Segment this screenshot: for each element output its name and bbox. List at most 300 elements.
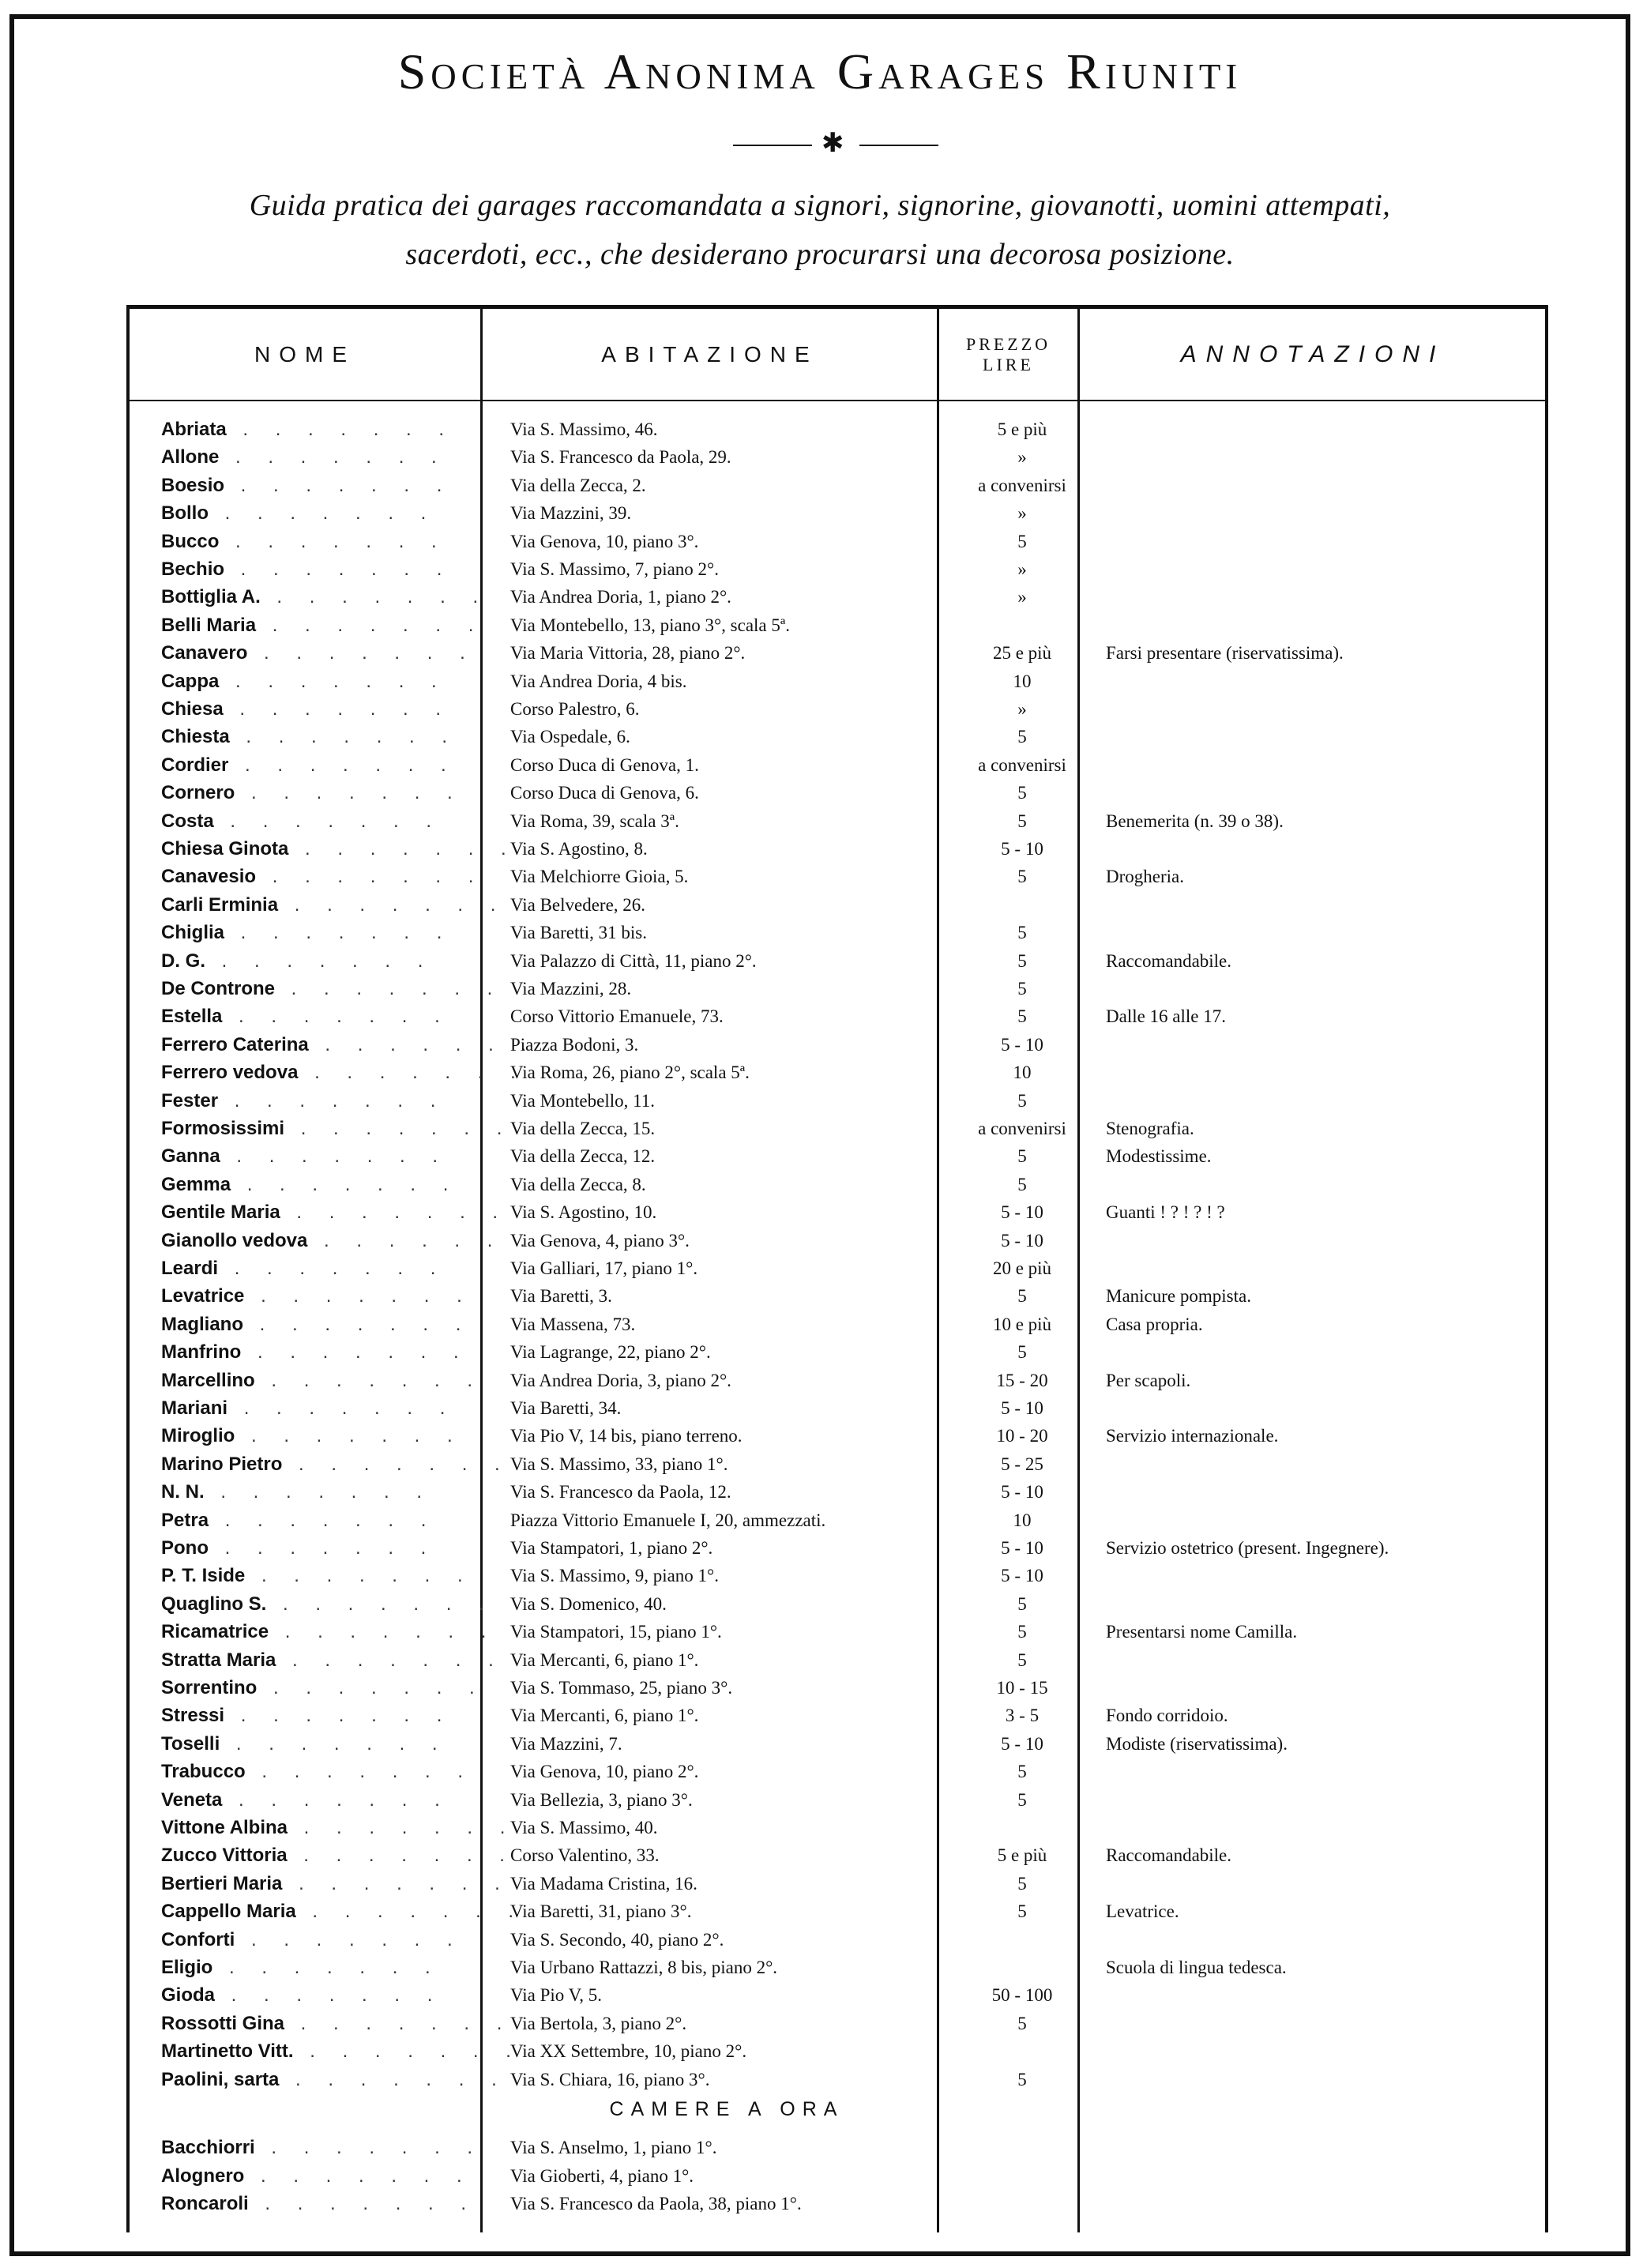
- star-icon: ✱: [822, 127, 844, 159]
- row-address: Via Belvedere, 26.: [510, 894, 646, 915]
- row-address: Via Roma, 39, scala 3ª.: [510, 811, 679, 831]
- dot-leader: . . . . . . .: [282, 1453, 511, 1475]
- row-name-text: Chiesa Ginota: [161, 838, 289, 859]
- header-prezzo: [939, 309, 1077, 400]
- row-address: Via Mercanti, 6, piano 1°.: [510, 1706, 699, 1726]
- dot-leader: . . . . . . .: [245, 1565, 474, 1587]
- row-address: Via S. Tommaso, 25, piano 3°.: [510, 1678, 733, 1698]
- row-price: 10: [1013, 1510, 1032, 1530]
- row-name: [161, 695, 461, 723]
- row-address: Via Mazzini, 28.: [510, 979, 632, 999]
- dot-leader: . . . . . . .: [218, 1089, 447, 1111]
- row-address: Via S. Secondo, 40, piano 2°.: [510, 1929, 724, 1950]
- table-row: [130, 1394, 1545, 1422]
- row-name: [161, 1478, 461, 1506]
- row-name: [161, 1282, 473, 1310]
- table-row: [130, 1338, 1545, 1366]
- dot-leader: . . . . . . .: [223, 698, 453, 720]
- table-row: [130, 1142, 1545, 1170]
- table-row: [130, 695, 1545, 723]
- row-name: [161, 1814, 517, 1841]
- dot-leader: . . . . . . .: [227, 1397, 457, 1419]
- row-note: Scuola di lingua tedesca.: [1106, 1958, 1287, 1977]
- row-name: [161, 1926, 464, 1954]
- dot-leader: . . . . . . .: [293, 2040, 522, 2063]
- table-row: [130, 1870, 1545, 1898]
- row-address: Piazza Vittorio Emanuele I, 20, ammezzati.: [510, 1510, 826, 1530]
- dot-leader: . . . . . . .: [254, 2137, 484, 2159]
- row-note: Modiste (riservatissima).: [1106, 1733, 1288, 1754]
- row-address: Via S. Massimo, 33, piano 1°.: [510, 1454, 728, 1474]
- row-address: Corso Vittorio Emanuele, 73.: [510, 1006, 724, 1027]
- row-name-text: Martinetto Vitt.: [161, 2040, 294, 2063]
- table-row: [130, 1954, 1545, 1981]
- row-price: 5: [1017, 1649, 1027, 1670]
- row-note: Farsi presentare (riservatissima).: [1106, 643, 1344, 664]
- row-name-text: Chiglia: [161, 922, 225, 944]
- row-address: Via Massena, 73.: [510, 1314, 636, 1334]
- dot-leader: . . . . . . .: [209, 502, 438, 525]
- row-name: [161, 891, 507, 919]
- row-price: 10: [1013, 1063, 1032, 1083]
- row-name-text: Paolini, sarta: [161, 2068, 280, 2090]
- header-annotazioni: ANNOTAZIONI: [1180, 340, 1446, 367]
- dot-leader: . . . . . . .: [298, 1062, 527, 1084]
- row-price: 5 - 10: [1001, 1034, 1043, 1055]
- dot-leader: . . . . . . .: [218, 1258, 447, 1279]
- row-price: 25 e più: [992, 643, 1052, 664]
- dot-leader: . . . . . . .: [269, 1621, 498, 1643]
- dot-leader: . . . . . . .: [279, 2068, 508, 2090]
- row-note: Raccomandabile.: [1106, 1845, 1232, 1866]
- table-row: [130, 1367, 1545, 1394]
- row-name: [161, 1702, 461, 1729]
- row-price: »: [1017, 447, 1027, 468]
- row-price: 5: [1017, 1286, 1027, 1307]
- row-name: [161, 1394, 461, 1422]
- row-name-text: Mariani: [161, 1397, 228, 1419]
- row-price: 5 - 10: [1001, 1230, 1043, 1251]
- row-name: [161, 528, 461, 555]
- row-name-text: Miroglio: [161, 1425, 235, 1447]
- dot-leader: . . . . . . .: [243, 1313, 472, 1335]
- row-price: 5: [1017, 1901, 1027, 1922]
- row-name: [161, 1758, 475, 1785]
- row-name-text: Fester: [161, 1089, 219, 1111]
- row-name-text: Ricamatrice: [161, 1621, 269, 1643]
- row-price: 5: [1017, 1789, 1027, 1810]
- row-price: 10 e più: [992, 1314, 1052, 1334]
- row-name-text: Gianollo vedova: [161, 1229, 308, 1251]
- row-price: 10: [1013, 671, 1032, 691]
- row-address: Via S. Massimo, 7, piano 2°.: [510, 559, 720, 579]
- row-note: Dalle 16 alle 17.: [1106, 1006, 1227, 1027]
- garages-table: [126, 305, 1548, 2232]
- dot-leader: . . . . . . .: [212, 1957, 442, 1978]
- row-price: 5 - 10: [1001, 1566, 1043, 1586]
- row-address: Via S. Domenico, 40.: [510, 1593, 667, 1614]
- row-address: Via Gioberti, 4, piano 1°.: [510, 2165, 694, 2186]
- table-row: [130, 1311, 1545, 1338]
- row-address: Piazza Bodoni, 3.: [510, 1034, 639, 1055]
- table-row: [130, 1674, 1545, 1702]
- row-address: Via S. Massimo, 9, piano 1°.: [510, 1566, 720, 1586]
- row-address: Via della Zecca, 15.: [510, 1119, 656, 1138]
- row-address: Corso Duca di Genova, 6.: [510, 783, 699, 803]
- row-address: Via Stampatori, 1, piano 2°.: [510, 1538, 713, 1558]
- row-name: [161, 1618, 498, 1646]
- row-name: [161, 1171, 461, 1198]
- row-name-text: Sorrentino: [161, 1677, 258, 1698]
- row-address: Via Stampatori, 15, piano 1°.: [510, 1622, 722, 1642]
- table-row: [130, 1059, 1545, 1086]
- row-price: 5: [1017, 979, 1027, 999]
- dot-leader: . . . . . . .: [220, 1145, 449, 1168]
- row-address: Via Andrea Doria, 1, piano 2°.: [510, 587, 731, 607]
- row-note: Casa propria.: [1106, 1314, 1203, 1334]
- row-price: 5 - 10: [1001, 1482, 1043, 1503]
- table-row: [130, 611, 1545, 639]
- row-name-text: Rossotti Gina: [161, 2012, 285, 2034]
- row-address: Via Madama Cristina, 16.: [510, 1873, 697, 1894]
- table-row: [130, 779, 1545, 807]
- row-name: [161, 443, 461, 471]
- row-name-text: Cappello Maria: [161, 1901, 296, 1923]
- row-note: Manicure pompista.: [1106, 1286, 1251, 1307]
- row-address: Via S. Anselmo, 1, piano 1°.: [510, 2138, 717, 2158]
- dot-leader: . . . . . . .: [278, 893, 507, 916]
- dot-leader: . . . . . . .: [256, 866, 485, 888]
- row-name-text: Carli Erminia: [161, 893, 279, 916]
- dot-leader: . . . . . . .: [228, 754, 457, 776]
- row-price: 5: [1017, 2013, 1027, 2033]
- dot-leader: . . . . . . .: [224, 474, 453, 496]
- row-address: Via della Zecca, 2.: [510, 475, 646, 495]
- section-title: CAMERE A ORA: [609, 2098, 844, 2120]
- dot-leader: . . . . . . .: [219, 670, 448, 692]
- row-price: 3 - 5: [1005, 1706, 1040, 1726]
- row-address: Via S. Massimo, 46.: [510, 419, 658, 439]
- table-row: [130, 1926, 1545, 1954]
- row-address: Via Mercanti, 6, piano 1°.: [510, 1649, 699, 1670]
- row-name: [161, 1870, 511, 1898]
- row-name: [161, 472, 461, 499]
- table-row: [130, 1898, 1545, 1925]
- row-address: Corso Valentino, 33.: [510, 1845, 660, 1866]
- table-row: [130, 528, 1545, 555]
- row-name-text: Leardi: [161, 1258, 219, 1279]
- row-name-text: Belli Maria: [161, 614, 257, 636]
- row-address: Via S. Francesco da Paola, 38, piano 1°.: [510, 2194, 802, 2214]
- table-row: [130, 1786, 1545, 1814]
- row-name: [161, 1841, 516, 1869]
- row-note: Servizio ostetrico (present. Ingegnere).: [1106, 1538, 1389, 1558]
- table-row: [130, 1702, 1545, 1729]
- dot-leader: . . . . . . .: [295, 1901, 525, 1923]
- row-name-text: Marino Pietro: [161, 1453, 283, 1475]
- row-name-text: Ferrero Caterina: [161, 1033, 309, 1055]
- row-note: Levatrice.: [1106, 1901, 1179, 1922]
- row-name: [161, 1786, 461, 1814]
- table-row: [130, 1534, 1545, 1562]
- row-price: 20 e più: [992, 1258, 1052, 1278]
- row-price: 5: [1017, 531, 1027, 551]
- table-row: [130, 751, 1545, 779]
- row-note: Modestissime.: [1106, 1146, 1212, 1167]
- row-address: Via S. Francesco da Paola, 12.: [510, 1482, 731, 1503]
- dot-leader: . . . . . . .: [241, 1341, 470, 1363]
- table-row: [130, 2037, 1545, 2065]
- table-row: [130, 1171, 1545, 1198]
- row-name-text: Bottiglia A.: [161, 586, 261, 608]
- row-name-text: Ganna: [161, 1145, 220, 1168]
- row-name-text: Alognero: [161, 2165, 245, 2187]
- dot-leader: . . . . . . .: [282, 1872, 511, 1894]
- table-row: [130, 472, 1545, 499]
- row-address: Via Melchiorre Gioia, 5.: [510, 867, 689, 887]
- table-row: [130, 2010, 1545, 2037]
- row-name-text: Bollo: [161, 502, 209, 525]
- header-prezzo-label: PREZZO: [965, 333, 1051, 354]
- row-address: Via Bertola, 3, piano 2°.: [510, 2013, 687, 2033]
- row-address: Via Montebello, 13, piano 3°, scala 5ª.: [510, 615, 790, 635]
- dot-leader: . . . . . . .: [222, 1006, 451, 1028]
- row-name: [161, 1981, 461, 2009]
- row-price: 5: [1017, 1622, 1027, 1642]
- table-row: [130, 1506, 1545, 1534]
- row-name: [161, 779, 464, 807]
- table-row: [130, 1227, 1545, 1254]
- row-name-text: N. N.: [161, 1481, 205, 1503]
- row-name: [161, 555, 461, 583]
- row-price: 5 - 25: [1001, 1454, 1043, 1474]
- ornament-line-left: [733, 145, 812, 146]
- row-name: [161, 2066, 508, 2093]
- table-row: [130, 499, 1545, 527]
- table-row: [130, 1618, 1545, 1646]
- row-address: Via S. Massimo, 40.: [510, 1818, 658, 1837]
- row-price: a convenirsi: [978, 475, 1066, 495]
- row-address: Via Palazzo di Città, 11, piano 2°.: [510, 950, 757, 971]
- row-name-text: Eligio: [161, 1957, 213, 1978]
- table-row: [130, 1758, 1545, 1785]
- dot-leader: . . . . . . .: [284, 2012, 513, 2034]
- row-name: [161, 1590, 495, 1618]
- subtitle-line-2: sacerdoti, ecc., che desiderano procurarsi una decorosa posizione.: [405, 238, 1235, 271]
- row-address: Via Andrea Doria, 4 bis.: [510, 671, 687, 691]
- row-note: Fondo corridoio.: [1106, 1706, 1228, 1726]
- row-name-text: Canavesio: [161, 866, 257, 888]
- row-name-text: Roncaroli: [161, 2193, 249, 2215]
- dot-leader: . . . . . . .: [222, 1788, 451, 1811]
- row-price: a convenirsi: [978, 1119, 1066, 1138]
- row-price: 5: [1017, 1593, 1027, 1614]
- dot-leader: . . . . . . .: [256, 614, 485, 636]
- row-name: [161, 2134, 484, 2161]
- table-row: [130, 668, 1545, 695]
- row-name: [161, 611, 485, 639]
- dot-leader: . . . . . . .: [204, 1481, 434, 1503]
- dot-leader: . . . . . . .: [276, 1649, 505, 1671]
- row-name: [161, 2162, 473, 2190]
- row-address: Via Baretti, 34.: [510, 1398, 622, 1418]
- row-price: 5 - 10: [1001, 1202, 1043, 1223]
- row-note: Benemerita (n. 39 o 38).: [1106, 811, 1284, 831]
- row-name: [161, 1506, 461, 1534]
- header-nome: NOME: [254, 341, 355, 367]
- dot-leader: . . . . . . .: [288, 1817, 517, 1838]
- row-address: Via Montebello, 11.: [510, 1090, 656, 1111]
- row-price: 5: [1017, 1762, 1027, 1782]
- row-price: 5 - 10: [1001, 1733, 1043, 1754]
- row-address: Via Roma, 26, piano 2°, scala 5ª.: [510, 1063, 750, 1083]
- row-name: [161, 1059, 527, 1086]
- table-row: [130, 1115, 1545, 1142]
- row-price: 5 e più: [997, 1845, 1047, 1866]
- row-name: [161, 751, 461, 779]
- row-name: [161, 1002, 461, 1030]
- dot-leader: . . . . . . .: [235, 1928, 464, 1950]
- row-name: [161, 416, 461, 443]
- row-name: [161, 975, 504, 1002]
- row-name-text: Gentile Maria: [161, 1202, 280, 1224]
- row-name-text: Abriata: [161, 419, 227, 440]
- row-address: Via Lagrange, 22, piano 2°.: [510, 1342, 711, 1363]
- row-price: 10 - 15: [996, 1678, 1048, 1698]
- header-lire-label: LIRE: [983, 354, 1034, 374]
- table-row: [130, 723, 1545, 750]
- row-address: Via S. Agostino, 8.: [510, 839, 648, 859]
- row-price: 5: [1017, 811, 1027, 831]
- header-rule: [130, 400, 1545, 401]
- row-price: 5 - 10: [1001, 1538, 1043, 1558]
- row-name-text: Vittone Albina: [161, 1817, 288, 1838]
- row-name-text: Manfrino: [161, 1341, 242, 1363]
- row-address: Via Pio V, 5.: [510, 1985, 602, 2006]
- row-name-text: Formosissimi: [161, 1118, 285, 1139]
- dot-leader: . . . . . . .: [287, 1845, 516, 1867]
- dot-leader: . . . . . . .: [215, 1984, 444, 2007]
- row-name-text: Chiesa: [161, 698, 224, 720]
- row-name: [161, 1198, 509, 1226]
- row-address: Via Baretti, 3.: [510, 1286, 612, 1307]
- dot-leader: . . . . . . .: [284, 1118, 513, 1139]
- table-row: [130, 555, 1545, 583]
- row-name: [161, 723, 461, 750]
- row-name-text: Petra: [161, 1509, 209, 1531]
- table-row: [130, 1450, 1545, 1478]
- dot-leader: . . . . . . .: [205, 950, 434, 972]
- table-row: [130, 919, 1545, 946]
- row-price: 5 e più: [997, 419, 1047, 439]
- row-name: [161, 1898, 525, 1925]
- row-name: [161, 1031, 538, 1059]
- row-name-text: Toselli: [161, 1732, 220, 1755]
- row-name-text: Costa: [161, 810, 214, 832]
- dot-leader: . . . . . . .: [209, 1537, 438, 1559]
- dot-leader: . . . . . . .: [224, 1705, 453, 1727]
- row-name-text: Stressi: [161, 1705, 225, 1727]
- table-row: [130, 891, 1545, 919]
- dot-leader: . . . . . . .: [229, 726, 459, 748]
- row-name: [161, 1562, 474, 1589]
- row-note: Presentarsi nome Camilla.: [1106, 1622, 1298, 1642]
- row-address: Via della Zecca, 8.: [510, 1174, 646, 1194]
- table-row: [130, 2162, 1545, 2190]
- row-price: »: [1017, 699, 1027, 719]
- table-row: [130, 1814, 1545, 1841]
- dot-leader: . . . . . . .: [275, 978, 504, 999]
- dot-leader: . . . . . . .: [280, 1202, 509, 1224]
- row-name-text: Bucco: [161, 530, 220, 552]
- table-row: [130, 639, 1545, 667]
- subtitle: [85, 181, 1555, 279]
- row-name-text: Marcellino: [161, 1369, 255, 1391]
- row-name: [161, 835, 517, 863]
- row-price: 10 - 20: [996, 1426, 1048, 1446]
- row-address: Via Urbano Rattazzi, 8 bis, piano 2°.: [510, 1958, 778, 1977]
- dot-leader: . . . . . . .: [209, 1509, 438, 1531]
- dot-leader: . . . . . . .: [224, 559, 453, 580]
- row-name: [161, 1338, 470, 1366]
- row-name-text: De Controne: [161, 978, 275, 999]
- row-name: [161, 1422, 464, 1450]
- row-name: [161, 2037, 522, 2065]
- row-name: [161, 1115, 513, 1142]
- dot-leader: . . . . . . .: [231, 1173, 460, 1195]
- row-name: [161, 1254, 461, 1282]
- row-name-text: Estella: [161, 1006, 223, 1028]
- row-name: [161, 2190, 478, 2217]
- dot-leader: . . . . . . .: [235, 782, 464, 804]
- row-name: [161, 1142, 461, 1170]
- row-address: Via S. Francesco da Paola, 29.: [510, 447, 731, 468]
- row-name-text: Trabucco: [161, 1761, 246, 1783]
- table-row: [130, 443, 1545, 471]
- row-name-text: Levatrice: [161, 1285, 245, 1307]
- row-price: 5: [1017, 1873, 1027, 1894]
- row-name: [161, 499, 461, 527]
- subtitle-line-1: Guida pratica dei garages raccomandata a signori, signorine, giovanotti, uomini attempati,: [249, 189, 1391, 222]
- table-row: [130, 1031, 1545, 1059]
- table-row: [130, 1087, 1545, 1115]
- row-name-text: Chiesta: [161, 726, 230, 748]
- dot-leader: . . . . . . .: [224, 922, 453, 944]
- table-row: [130, 1981, 1545, 2009]
- row-name: [161, 1367, 484, 1394]
- row-name: [161, 668, 461, 695]
- table-row: [130, 975, 1545, 1002]
- row-price: 5: [1017, 1174, 1027, 1194]
- row-address: Corso Duca di Genova, 1.: [510, 754, 699, 775]
- row-name-text: Cappa: [161, 670, 220, 692]
- row-address: Via Genova, 10, piano 3°.: [510, 531, 699, 551]
- row-price: 5: [1017, 1006, 1027, 1027]
- row-name: [161, 2010, 513, 2037]
- row-name: [161, 583, 490, 611]
- row-name-text: Cordier: [161, 754, 229, 776]
- table-row: [130, 1590, 1545, 1618]
- table-row: [130, 1198, 1545, 1226]
- dot-leader: . . . . . . .: [235, 1425, 464, 1447]
- table-row: [130, 2066, 1545, 2093]
- row-address: Via Genova, 10, piano 2°.: [510, 1762, 699, 1782]
- dot-leader: . . . . . . .: [266, 1593, 495, 1615]
- row-price: 15 - 20: [996, 1370, 1048, 1390]
- row-name-text: Bacchiorri: [161, 2137, 255, 2159]
- row-price: »: [1017, 559, 1027, 579]
- row-address: Via Bellezia, 3, piano 3°.: [510, 1789, 693, 1810]
